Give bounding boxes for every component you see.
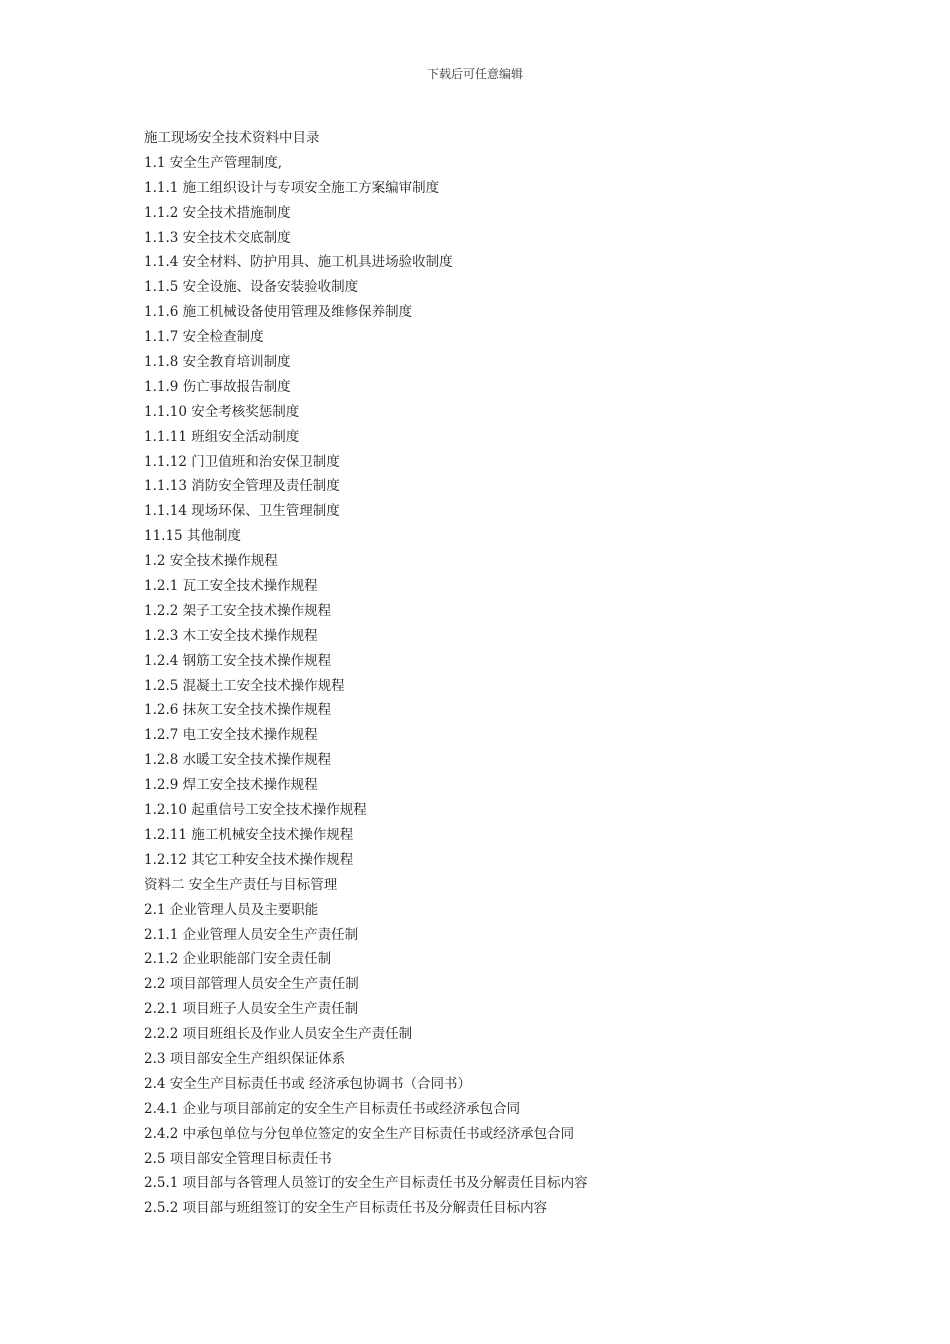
page-header: 下载后可任意编辑 — [426, 67, 523, 81]
toc-entry: 2.3 项目部安全生产组织保证体系 — [144, 1050, 346, 1067]
toc-entry: 1.1.2 安全技术措施制度 — [144, 204, 291, 221]
toc-entry: 1.1 安全生产管理制度, — [144, 154, 283, 171]
toc-entry: 1.2 安全技术操作规程 — [144, 553, 278, 570]
toc-entry: 2.2 项目部管理人员安全生产责任制 — [144, 976, 359, 993]
toc-entry: 1.2.5 混凝土工安全技术操作规程 — [144, 677, 345, 694]
toc-entry: 1.2.1 瓦工安全技术操作规程 — [144, 578, 318, 595]
table-of-contents — [144, 126, 864, 1221]
toc-entry: 1.1.12 门卫值班和治安保卫制度 — [144, 453, 340, 470]
toc-entry: 1.2.10 起重信号工安全技术操作规程 — [144, 802, 367, 819]
toc-entry: 2.4.2 中承包单位与分包单位签定的安全生产目标责任书或经济承包合同 — [144, 1125, 575, 1142]
toc-entry: 2.1.1 企业管理人员安全生产责任制 — [144, 926, 359, 943]
toc-entry: 施工现场安全技术资料中目录 — [144, 130, 320, 146]
toc-entry: 1.1.11 班组安全活动制度 — [144, 428, 300, 445]
toc-entry: 2.1 企业管理人员及主要职能 — [144, 901, 319, 918]
toc-entry: 1.1.10 安全考核奖惩制度 — [144, 403, 300, 420]
toc-entry: 1.2.3 木工安全技术操作规程 — [144, 627, 318, 644]
toc-entry: 2.5.1 项目部与各管理人员签订的安全生产目标责任书及分解责任目标内容 — [144, 1175, 588, 1192]
toc-entry: 1.1.13 消防安全管理及责任制度 — [144, 478, 340, 495]
toc-entry: 1.1.6 施工机械设备使用管理及维修保养制度 — [144, 304, 413, 321]
toc-entry: 1.1.5 安全设施、设备安装验收制度 — [144, 279, 359, 296]
toc-entry: 1.2.7 电工安全技术操作规程 — [144, 727, 318, 744]
toc-entry: 1.1.7 安全检查制度 — [144, 329, 264, 346]
toc-entry: 1.2.4 钢筋工安全技术操作规程 — [144, 652, 332, 669]
toc-entry: 1.2.12 其它工种安全技术操作规程 — [144, 851, 354, 868]
toc-entry: 1.2.11 施工机械安全技术操作规程 — [144, 826, 354, 843]
toc-entry: 2.5.2 项目部与班组签订的安全生产目标责任书及分解责任目标内容 — [144, 1200, 548, 1217]
toc-entry: 2.1.2 企业职能部门安全责任制 — [144, 951, 332, 968]
toc-entry: 1.2.8 水暖工安全技术操作规程 — [144, 752, 332, 769]
toc-entry: 2.5 项目部安全管理目标责任书 — [144, 1150, 332, 1167]
toc-entry: 1.1.4 安全材料、防护用具、施工机具进场验收制度 — [144, 254, 453, 271]
toc-entry: 2.4.1 企业与项目部前定的安全生产目标责任书或经济承包合同 — [144, 1100, 521, 1117]
toc-entry: 2.2.2 项目班组长及作业人员安全生产责任制 — [144, 1026, 413, 1043]
toc-entry: 1.1.14 现场环保、卫生管理制度 — [144, 503, 340, 520]
toc-entry: 1.2.9 焊工安全技术操作规程 — [144, 777, 318, 794]
toc-entry: 1.1.9 伤亡事故报告制度 — [144, 378, 291, 395]
toc-entry: 2.2.1 项目班子人员安全生产责任制 — [144, 1001, 359, 1018]
toc-entry: 1.1.3 安全技术交底制度 — [144, 229, 291, 246]
toc-entry: 1.1.8 安全教育培训制度 — [144, 354, 291, 371]
toc-entry: 1.2.2 架子工安全技术操作规程 — [144, 602, 332, 619]
toc-entry: 11.15 其他制度 — [144, 528, 241, 545]
toc-entry: 资料二 安全生产责任与目标管理 — [144, 876, 338, 893]
toc-entry: 1.2.6 抹灰工安全技术操作规程 — [144, 702, 332, 719]
toc-entry: 2.4 安全生产目标责任书或 经济承包协调书（合同书） — [144, 1075, 472, 1092]
toc-entry: 1.1.1 施工组织设计与专项安全施工方案编审制度 — [144, 179, 440, 196]
